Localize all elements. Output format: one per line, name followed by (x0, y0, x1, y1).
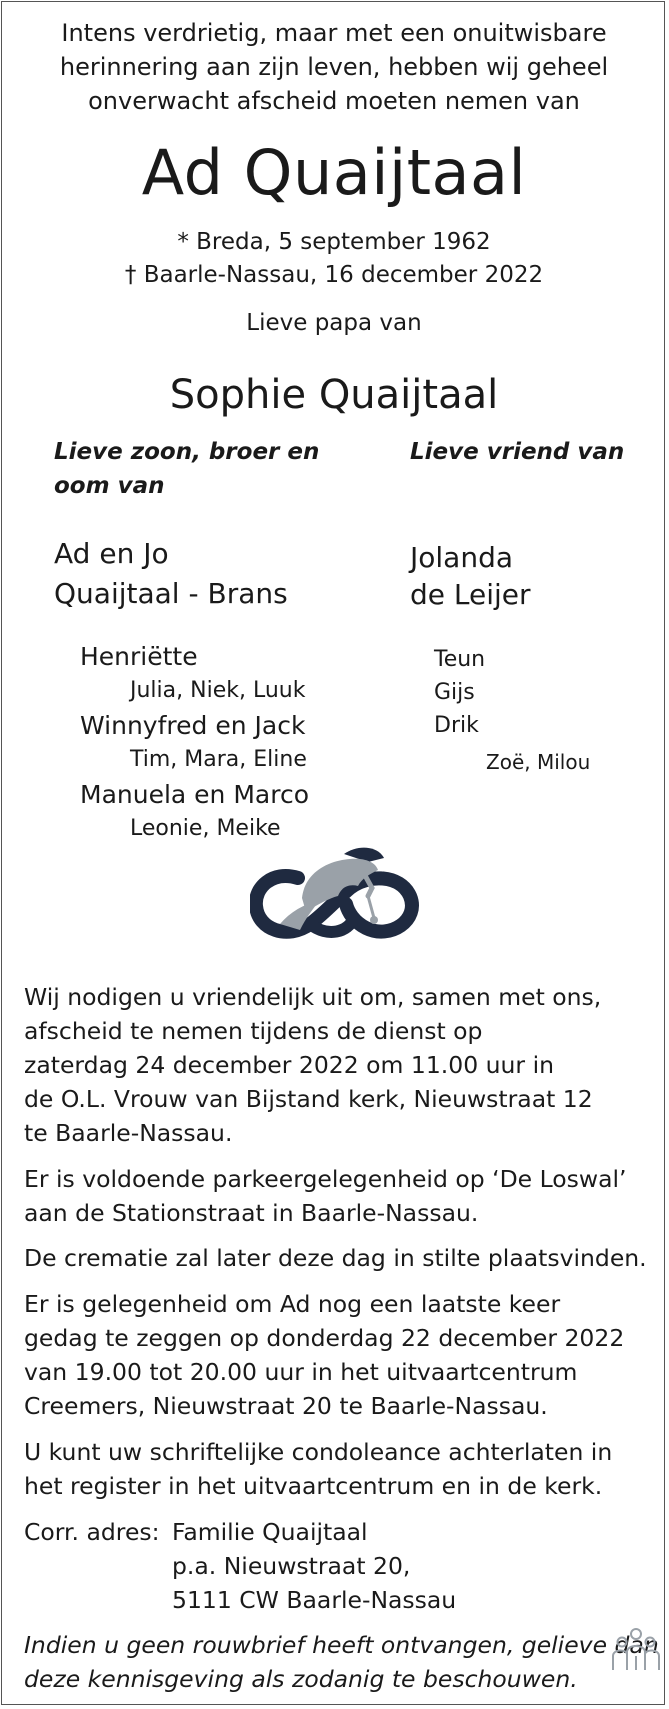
friend-child: Teun (434, 647, 486, 672)
friend-child: Gijs (434, 680, 475, 705)
farewell-line: gedag te zeggen op donderdag 22 december 2022 (24, 1324, 625, 1352)
intro-line-1: Intens verdrietig, maar met een onuitwisbare (61, 19, 607, 47)
invite-line: afscheid te nemen tijdens de dienst op (24, 1017, 483, 1045)
birth-info: * Breda, 5 september 1962 (177, 229, 491, 255)
friend-grandchildren: Zoë, Milou (486, 750, 591, 774)
sibling-name: Manuela en Marco (80, 780, 310, 809)
intro-line-2: herinnering aan zijn leven, hebben wij geheel (59, 53, 609, 81)
invite-line: Wij nodigen u vriendelijk uit om, samen met ons, (24, 983, 602, 1011)
sibling-name: Henriëtte (80, 642, 198, 671)
left-heading-line-1: Lieve zoon, broer en (54, 439, 320, 465)
correspondence-label: Corr. adres: (24, 1518, 160, 1546)
obituary-card (1, 1, 665, 1705)
sibling-children: Leonie, Meike (130, 816, 281, 841)
correspondence-line: p.a. Nieuwstraat 20, (172, 1552, 411, 1580)
invite-line: de O.L. Vrouw van Bijstand kerk, Nieuwstraat 12 (24, 1085, 593, 1113)
papa-label: Lieve papa van (246, 310, 422, 336)
cremation-line: De crematie zal later deze dag in stilte plaatsvinden. (24, 1244, 647, 1272)
invite-line: te Baarle-Nassau. (24, 1119, 233, 1147)
left-heading-line-2: oom van (54, 473, 165, 499)
farewell-line: van 19.00 tot 20.00 uur in het uitvaartcentrum (24, 1358, 578, 1386)
right-heading: Lieve vriend van (410, 439, 625, 465)
correspondence-line: 5111 CW Baarle-Nassau (172, 1586, 457, 1614)
parents-line-2: Quaijtaal - Brans (54, 577, 288, 610)
child-name: Sophie Quaijtaal (169, 372, 499, 418)
sibling-children: Julia, Niek, Luuk (130, 678, 306, 703)
condolence-line: U kunt uw schriftelijke condoleance achterlaten in (24, 1438, 613, 1466)
closing-line-1: Indien u geen rouwbrief heeft ontvangen, gelieve dan (24, 1631, 659, 1659)
sibling-children: Tim, Mara, Eline (130, 747, 307, 772)
sibling-name: Winnyfred en Jack (80, 711, 306, 740)
friend-line-1: Jolanda (410, 541, 514, 574)
parking-line: Er is voldoende parkeergelegenheid op ‘De Loswal’ (24, 1165, 627, 1193)
deceased-name: Ad Quaijtaal (141, 136, 527, 209)
closing-line-2: deze kennisgeving als zodanig te beschouwen. (24, 1665, 578, 1693)
condolence-line: het register in het uitvaartcentrum en in de kerk. (24, 1472, 603, 1500)
parking-line: aan de Stationstraat in Baarle-Nassau. (24, 1199, 479, 1227)
invite-line: zaterdag 24 december 2022 om 11.00 uur in (24, 1051, 554, 1079)
correspondence-line: Familie Quaijtaal (172, 1518, 368, 1546)
people-group-icon (610, 1626, 662, 1672)
parents-line-1: Ad en Jo (54, 537, 169, 570)
cyclist-infinity-icon (250, 840, 422, 950)
farewell-line: Creemers, Nieuwstraat 20 te Baarle-Nassau. (24, 1392, 548, 1420)
death-info: † Baarle-Nassau, 16 december 2022 (124, 262, 544, 288)
intro-line-3: onverwacht afscheid moeten nemen van (88, 87, 580, 115)
friend-child: Drik (434, 713, 479, 738)
farewell-line: Er is gelegenheid om Ad nog een laatste keer (24, 1290, 561, 1318)
friend-line-2: de Leijer (410, 578, 531, 611)
